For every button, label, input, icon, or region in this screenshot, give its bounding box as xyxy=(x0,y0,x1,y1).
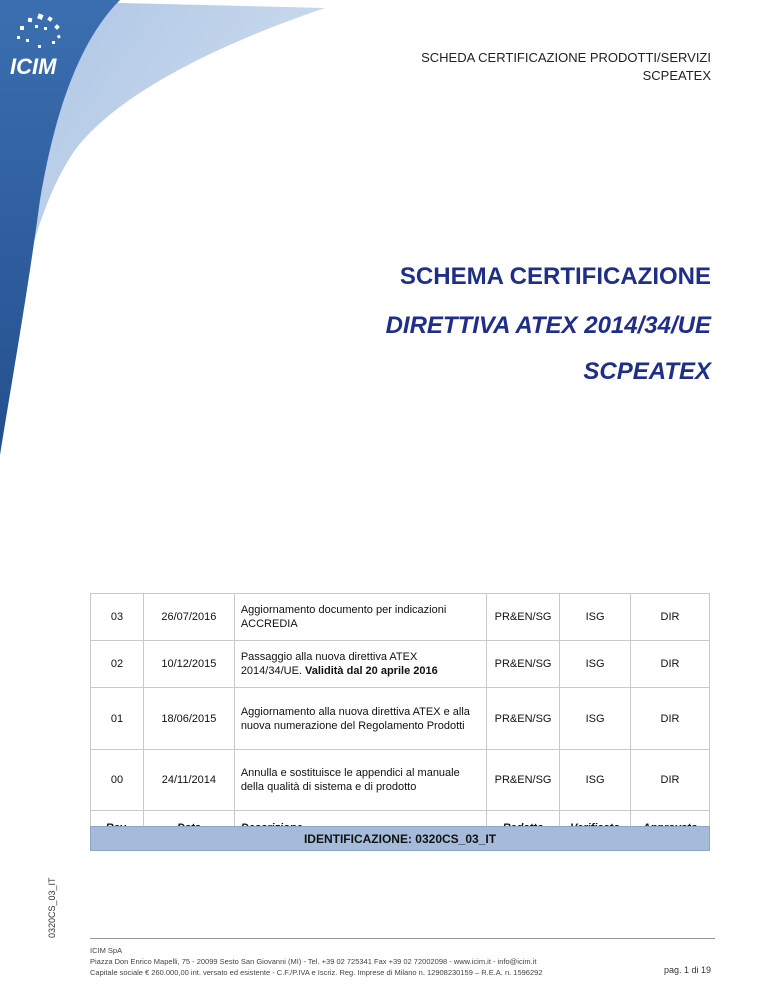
document-type: SCHEDA CERTIFICAZIONE PRODOTTI/SERVIZI xyxy=(421,50,711,65)
description-text: Aggiornamento alla nuova direttiva ATEX e alla nuova numerazione del Regolamento Prodotti xyxy=(240,705,470,732)
table-row xyxy=(91,750,710,811)
verificato-cell: ISG xyxy=(560,688,631,750)
identification-band: IDENTIFICAZIONE: 0320CS_03_IT xyxy=(90,826,710,851)
verificato-cell: ISG xyxy=(560,594,631,641)
document-code: SCPEATEX xyxy=(642,68,711,83)
description-bold-text: Validità dal 20 aprile 2016 xyxy=(305,665,438,677)
redatto-cell: PR&EN/SG xyxy=(487,688,560,750)
rev-cell: 01 xyxy=(91,688,144,750)
rev-cell: 03 xyxy=(91,594,144,641)
approvato-cell: DIR xyxy=(631,688,710,750)
side-document-code: 0320CS_03_IT xyxy=(47,877,57,938)
description-text: Passaggio alla nuova direttiva ATEX 2014/34/UE. xyxy=(240,651,418,677)
table-row xyxy=(91,594,710,641)
redatto-cell: PR&EN/SG xyxy=(487,594,560,641)
table-row xyxy=(91,641,710,688)
footer-company: ICIM SpA xyxy=(90,946,123,955)
logo-text: ICIM xyxy=(10,54,57,79)
description-cell xyxy=(234,594,486,641)
date-cell: 26/07/2016 xyxy=(143,594,234,641)
date-cell: 10/12/2015 xyxy=(143,641,234,688)
description-cell xyxy=(234,641,486,688)
title-line-3: SCPEATEX xyxy=(583,358,711,385)
description-text: Aggiornamento documento per indicazioni ACCREDIA xyxy=(240,604,447,630)
rev-cell: 02 xyxy=(91,641,144,688)
footer-capital: Capitale sociale € 260.000,00 int. versato ed esistente - C.F./P.IVA e Iscriz. Reg. Imprese di Milano n. 12908230159 – R.E.A. n. 1596292 xyxy=(90,968,543,977)
date-cell: 24/11/2014 xyxy=(143,750,234,811)
description-cell xyxy=(234,688,486,750)
title-line-1: SCHEMA CERTIFICAZIONE xyxy=(399,263,711,290)
verificato-cell: ISG xyxy=(560,750,631,811)
title-line-2: DIRETTIVA ATEX 2014/34/UE xyxy=(385,312,711,339)
footer-divider xyxy=(90,938,715,939)
verificato-cell: ISG xyxy=(560,641,631,688)
date-cell: 18/06/2015 xyxy=(143,688,234,750)
revision-table xyxy=(90,593,710,846)
rev-cell: 00 xyxy=(91,750,144,811)
redatto-cell: PR&EN/SG xyxy=(487,641,560,688)
redatto-cell: PR&EN/SG xyxy=(487,750,560,811)
page-number: pag. 1 di 19 xyxy=(663,965,711,975)
description-cell xyxy=(234,750,486,811)
approvato-cell: DIR xyxy=(631,641,710,688)
description-text: Annulla e sostituisce le appendici al manuale della qualità di sistema e di prodotto xyxy=(240,767,460,793)
approvato-cell: DIR xyxy=(631,750,710,811)
footer-address: Piazza Don Enrico Mapelli, 75 - 20099 Sesto San Giovanni (MI) - Tel. +39 02 725341 Fax +39 02 72002098 - www.icim.it - info@icim.it xyxy=(90,957,537,966)
approvato-cell: DIR xyxy=(631,594,710,641)
table-row xyxy=(91,688,710,750)
